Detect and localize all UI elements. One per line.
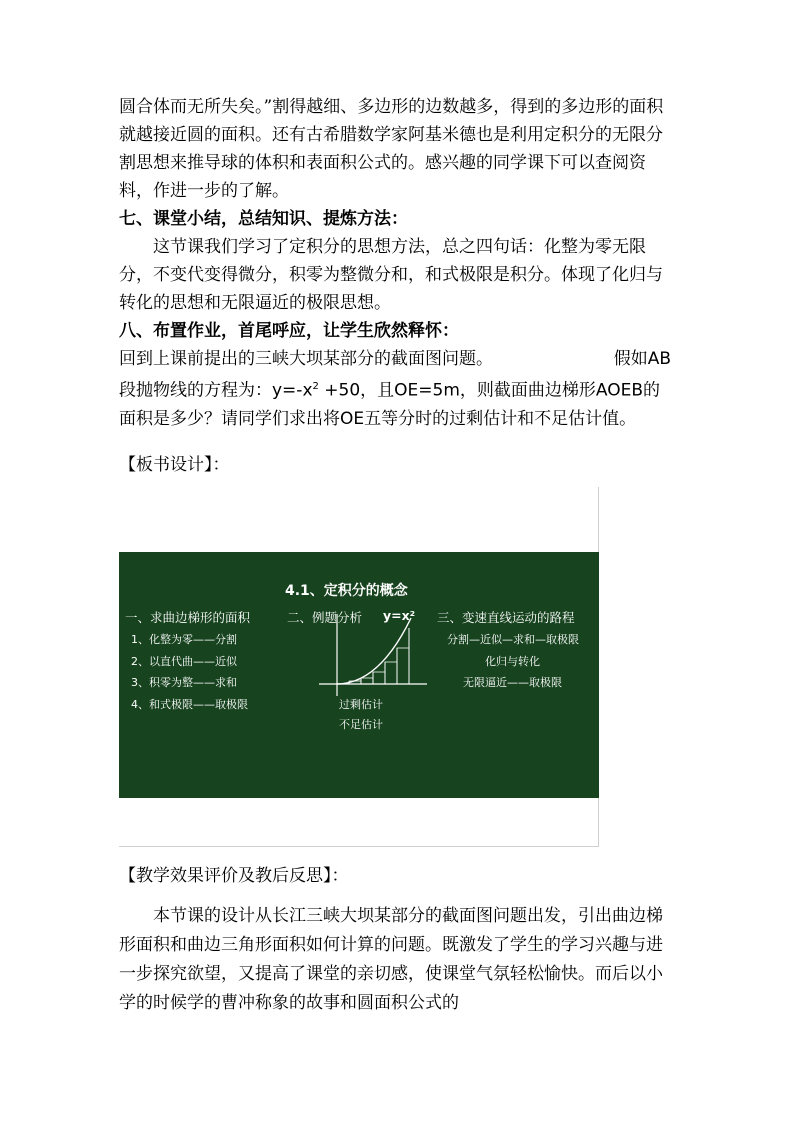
homework-line-1-tail: 假如AB <box>613 349 671 369</box>
blackboard-image <box>119 552 599 798</box>
paragraph-homework <box>119 345 679 433</box>
board-title: 4.1、定积分的概念 <box>285 583 408 599</box>
homework-superscript: 2 <box>312 381 319 392</box>
board-design-label: 【板书设计】： <box>119 455 230 475</box>
board-col1-item: 1、化整为零——分割 <box>131 633 237 646</box>
evaluation-label: 【教学效果评价及教后反思】： <box>119 866 349 886</box>
board-col1-item: 4、和式极限——取极限 <box>131 698 248 711</box>
board-col2-item: 不足估计 <box>339 718 383 731</box>
homework-line-3: 面积是多少？请同学们求出将OE五等分时的过剩估计和不足估计值。 <box>119 408 637 429</box>
board-col3-heading: 三、变速直线运动的路程 <box>437 610 575 625</box>
homework-line-2 <box>119 373 679 405</box>
homework-equation: 段抛物线的方程为：y=-x <box>119 380 313 401</box>
homework-line-1-text: 回到上课前提出的三峡大坝某部分的截面图问题。 <box>119 349 493 369</box>
paragraph-circle-area: 圆合体而无所失矣。”割得越细、多边形的边数越多，得到的多边形的面积就越接近圆的面积。还有古希腊数学家阿基米德也是利用定积分的无限分割思想来推导球的体积和表面积公式的。感兴趣的同学课下可以查阅资料，作进一步的了解。 <box>119 97 664 201</box>
board-col2-heading: 二、例题分析 <box>287 610 363 625</box>
parabola-graph <box>319 612 429 696</box>
board-col3-item: 无限逼近——取极限 <box>463 676 562 689</box>
section-heading-7: 七、课堂小结，总结知识、提炼方法： <box>119 209 408 229</box>
board-col2-item: 过剩估计 <box>339 698 383 711</box>
board-col1-heading: 一、求曲边梯形的面积 <box>125 610 251 625</box>
homework-line-1 <box>119 345 679 373</box>
board-col1-item: 3、积零为整——求和 <box>131 676 237 689</box>
board-formula: y=x² <box>383 608 416 623</box>
paragraph-summary: 这节课我们学习了定积分的思想方法，总之四句话：化整为零无限分，不变代变得微分，积零为整微分和，和式极限是积分。体现了化归与转化的思想和无限逼近的极限思想。 <box>119 237 663 313</box>
graph-parabola-curve <box>337 618 411 684</box>
section-heading-8: 八、布置作业，首尾呼应，让学生欣然释怀： <box>119 321 459 341</box>
board-col1-item: 2、以直代曲——近似 <box>131 655 237 668</box>
board-col3-item: 化归与转化 <box>485 655 540 668</box>
board-col3-item: 分割—近似—求和—取极限 <box>447 633 579 646</box>
homework-equation-rest: +50，且OE=5m，则截面曲边梯形AOEB的 <box>318 380 661 401</box>
graph-step-rects <box>349 628 409 681</box>
paragraph-reflection: 本节课的设计从长江三峡大坝某部分的截面图问题出发，引出曲边梯形面积和曲边三角形面积如何计算的问题。既激发了学生的学习兴趣与进一步探究欲望，又提高了课堂的亲切感，使课堂气氛轻松愉快。而后以小学的时候学的曹冲称象的故事和圆面积公式的 <box>119 906 663 1013</box>
